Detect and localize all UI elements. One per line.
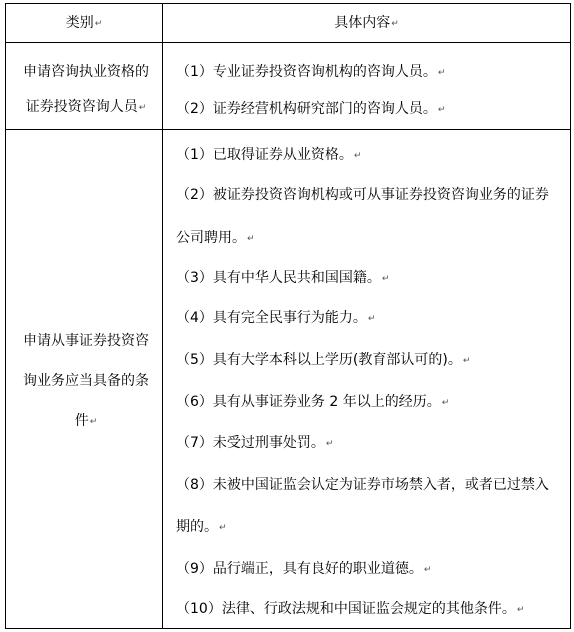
paragraph-mark-icon: ↵ — [247, 234, 255, 244]
header-content — [163, 13, 570, 34]
paragraph-mark-icon: ↵ — [353, 151, 362, 161]
row2-item-6 — [176, 392, 449, 413]
paragraph-mark-icon: ↵ — [381, 274, 390, 284]
row2-item-2 — [176, 185, 549, 205]
row1-item-1-text: （1）专业证券投资咨询机构的咨询人员。 — [176, 64, 437, 80]
row2-item-10 — [176, 599, 524, 620]
qualification-table — [5, 3, 571, 629]
row2-item-3 — [176, 268, 389, 289]
row2-item-2-text: （2）被证券投资咨询机构或可从事证券投资咨询业务的证券 — [176, 187, 549, 203]
paragraph-mark-icon: ↵ — [462, 356, 471, 366]
row2-item-8 — [176, 475, 549, 495]
row2-item-3-text: （3）具有中华人民共和国国籍。 — [176, 270, 381, 286]
row2-category-text-3: 件 — [74, 413, 89, 429]
row2-category-line3 — [16, 411, 156, 432]
row2-item-8-cont-text: 期的。 — [176, 519, 218, 535]
column-divider — [162, 4, 163, 628]
row2-item-7-text: （7）未受过刑事处罚。 — [176, 435, 325, 451]
row2-item-1 — [176, 145, 361, 166]
header-content-text: 具体内容 — [334, 15, 391, 31]
paragraph-mark-icon: ↵ — [219, 523, 227, 533]
paragraph-mark-icon: ↵ — [94, 19, 103, 29]
paragraph-mark-icon: ↵ — [138, 103, 147, 113]
paragraph-mark-icon: ↵ — [325, 439, 334, 449]
row-divider — [6, 129, 570, 130]
row2-item-9 — [176, 559, 431, 580]
paragraph-mark-icon: ↵ — [441, 398, 450, 408]
row2-category-text-1: 申请从事证券投资咨 — [23, 333, 149, 349]
row2-item-5 — [176, 350, 470, 371]
row2-category-line2 — [16, 371, 156, 391]
row2-item-2-cont — [176, 228, 255, 249]
paragraph-mark-icon: ↵ — [89, 417, 98, 427]
row1-item-2 — [176, 99, 445, 120]
row2-item-4-text: （4）具有完全民事行为能力。 — [176, 310, 367, 326]
row1-item-1 — [176, 62, 445, 83]
row2-item-6-text: （6）具有从事证券业务 2 年以上的经历。 — [176, 394, 441, 410]
row2-item-5-text: （5）具有大学本科以上学历(教育部认可的)。 — [176, 352, 462, 368]
row2-item-8-text: （8）未被中国证监会认定为证券市场禁入者，或者已过禁入 — [176, 477, 549, 493]
header-category — [6, 13, 162, 34]
row1-category-line2 — [16, 97, 156, 118]
row2-item-8-cont — [176, 517, 227, 538]
header-divider — [6, 42, 570, 43]
paragraph-mark-icon: ↵ — [367, 314, 376, 324]
header-category-text: 类别 — [65, 15, 94, 31]
paragraph-mark-icon: ↵ — [516, 605, 525, 615]
row2-item-7 — [176, 433, 333, 454]
row2-category-line1 — [16, 331, 156, 351]
row2-item-10-text: （10）法律、行政法规和中国证监会规定的其他条件。 — [176, 601, 516, 617]
paragraph-mark-icon: ↵ — [423, 565, 432, 575]
paragraph-mark-icon: ↵ — [437, 105, 446, 115]
row2-item-9-text: （9）品行端正，具有良好的职业道德。 — [176, 561, 423, 577]
paragraph-mark-icon: ↵ — [437, 68, 446, 78]
row2-category-text-2: 询业务应当具备的条 — [23, 373, 149, 389]
row1-category-text-2: 证券投资咨询人员 — [25, 99, 138, 115]
row1-item-2-text: （2）证券经营机构研究部门的咨询人员。 — [176, 101, 437, 117]
paragraph-mark-icon: ↵ — [391, 19, 399, 29]
row2-item-2-cont-text: 公司聘用。 — [176, 230, 246, 246]
row2-item-1-text: （1）已取得证券从业资格。 — [176, 147, 353, 163]
row1-category-line1 — [16, 62, 156, 82]
row2-item-4 — [176, 308, 375, 329]
row1-category-text-1: 申请咨询执业资格的 — [23, 64, 149, 80]
